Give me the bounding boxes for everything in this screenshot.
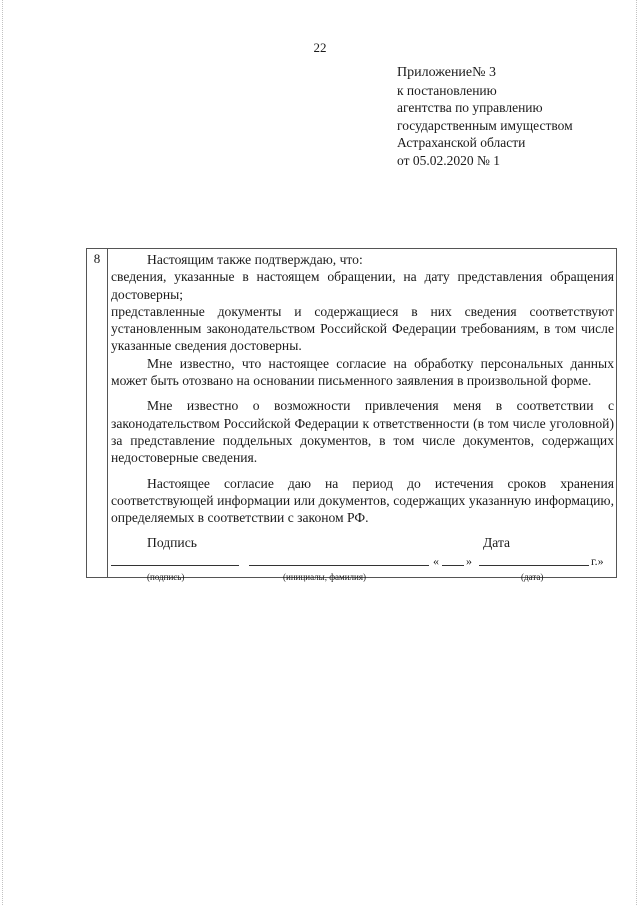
page-number: 22 [313,40,327,55]
row-content [111,251,614,582]
day-line[interactable] [442,565,464,566]
row-number: 8 [87,249,108,577]
appendix-header [397,64,573,169]
appendix-line: к постановлению [397,82,497,98]
appendix-line: Приложение№ 3 [397,65,496,80]
appendix-line: агентства по управлению [397,100,543,115]
year-suffix: г.» [591,554,604,568]
signature-caption: (подпись) [147,572,185,582]
scan-edge-left [2,0,5,905]
paragraph: Настоящее согласие даю на период до истечения сроков хранения соответствующей информации или документов, содержащих указанную информацию, определяемых в соответствии с законом РФ. [111,475,614,526]
appendix-line: Астраханской области [397,135,526,150]
month-year-line[interactable] [479,565,589,566]
paragraph: Мне известно о возможности привлечения меня в соответствии с законодательством Российской Федерации к ответственности (в том числе уголовной) за представление поддельных документов, в том числе документов, содержащих недостоверные сведения. [111,398,614,466]
appendix-line: от 05.02.2020 № 1 [397,152,500,168]
consent-table [86,248,617,582]
paragraph: Мне известно, что настоящее согласие на обработку персональных данных может быть отозвано на основании письменного заявления в произвольной форме. [111,355,614,389]
paragraph: Настоящим также подтверждаю, что: [147,252,363,267]
scan-edge-right [634,0,637,905]
signature-row [111,534,614,552]
date-caption: (дата) [521,572,544,582]
date-label: Дата [483,535,511,550]
initials-line[interactable] [249,565,429,566]
signature-lines [111,553,614,567]
appendix-line: государственным имуществом [397,117,573,133]
close-quote: » [466,554,472,568]
signature-label: Подпись [147,535,197,550]
initials-caption: (инициалы, фамилия) [283,572,366,582]
signature-line[interactable] [111,565,239,566]
paragraph: представленные документы и содержащиеся в них сведения соответствуют установленным законодательством Российской Федерации требованиям, в том числе указанные сведения достоверны. [111,303,614,354]
open-quote: « [433,554,439,568]
paragraph: сведения, указанные в настоящем обращении, на дату представления обращения достоверны; [111,269,614,302]
